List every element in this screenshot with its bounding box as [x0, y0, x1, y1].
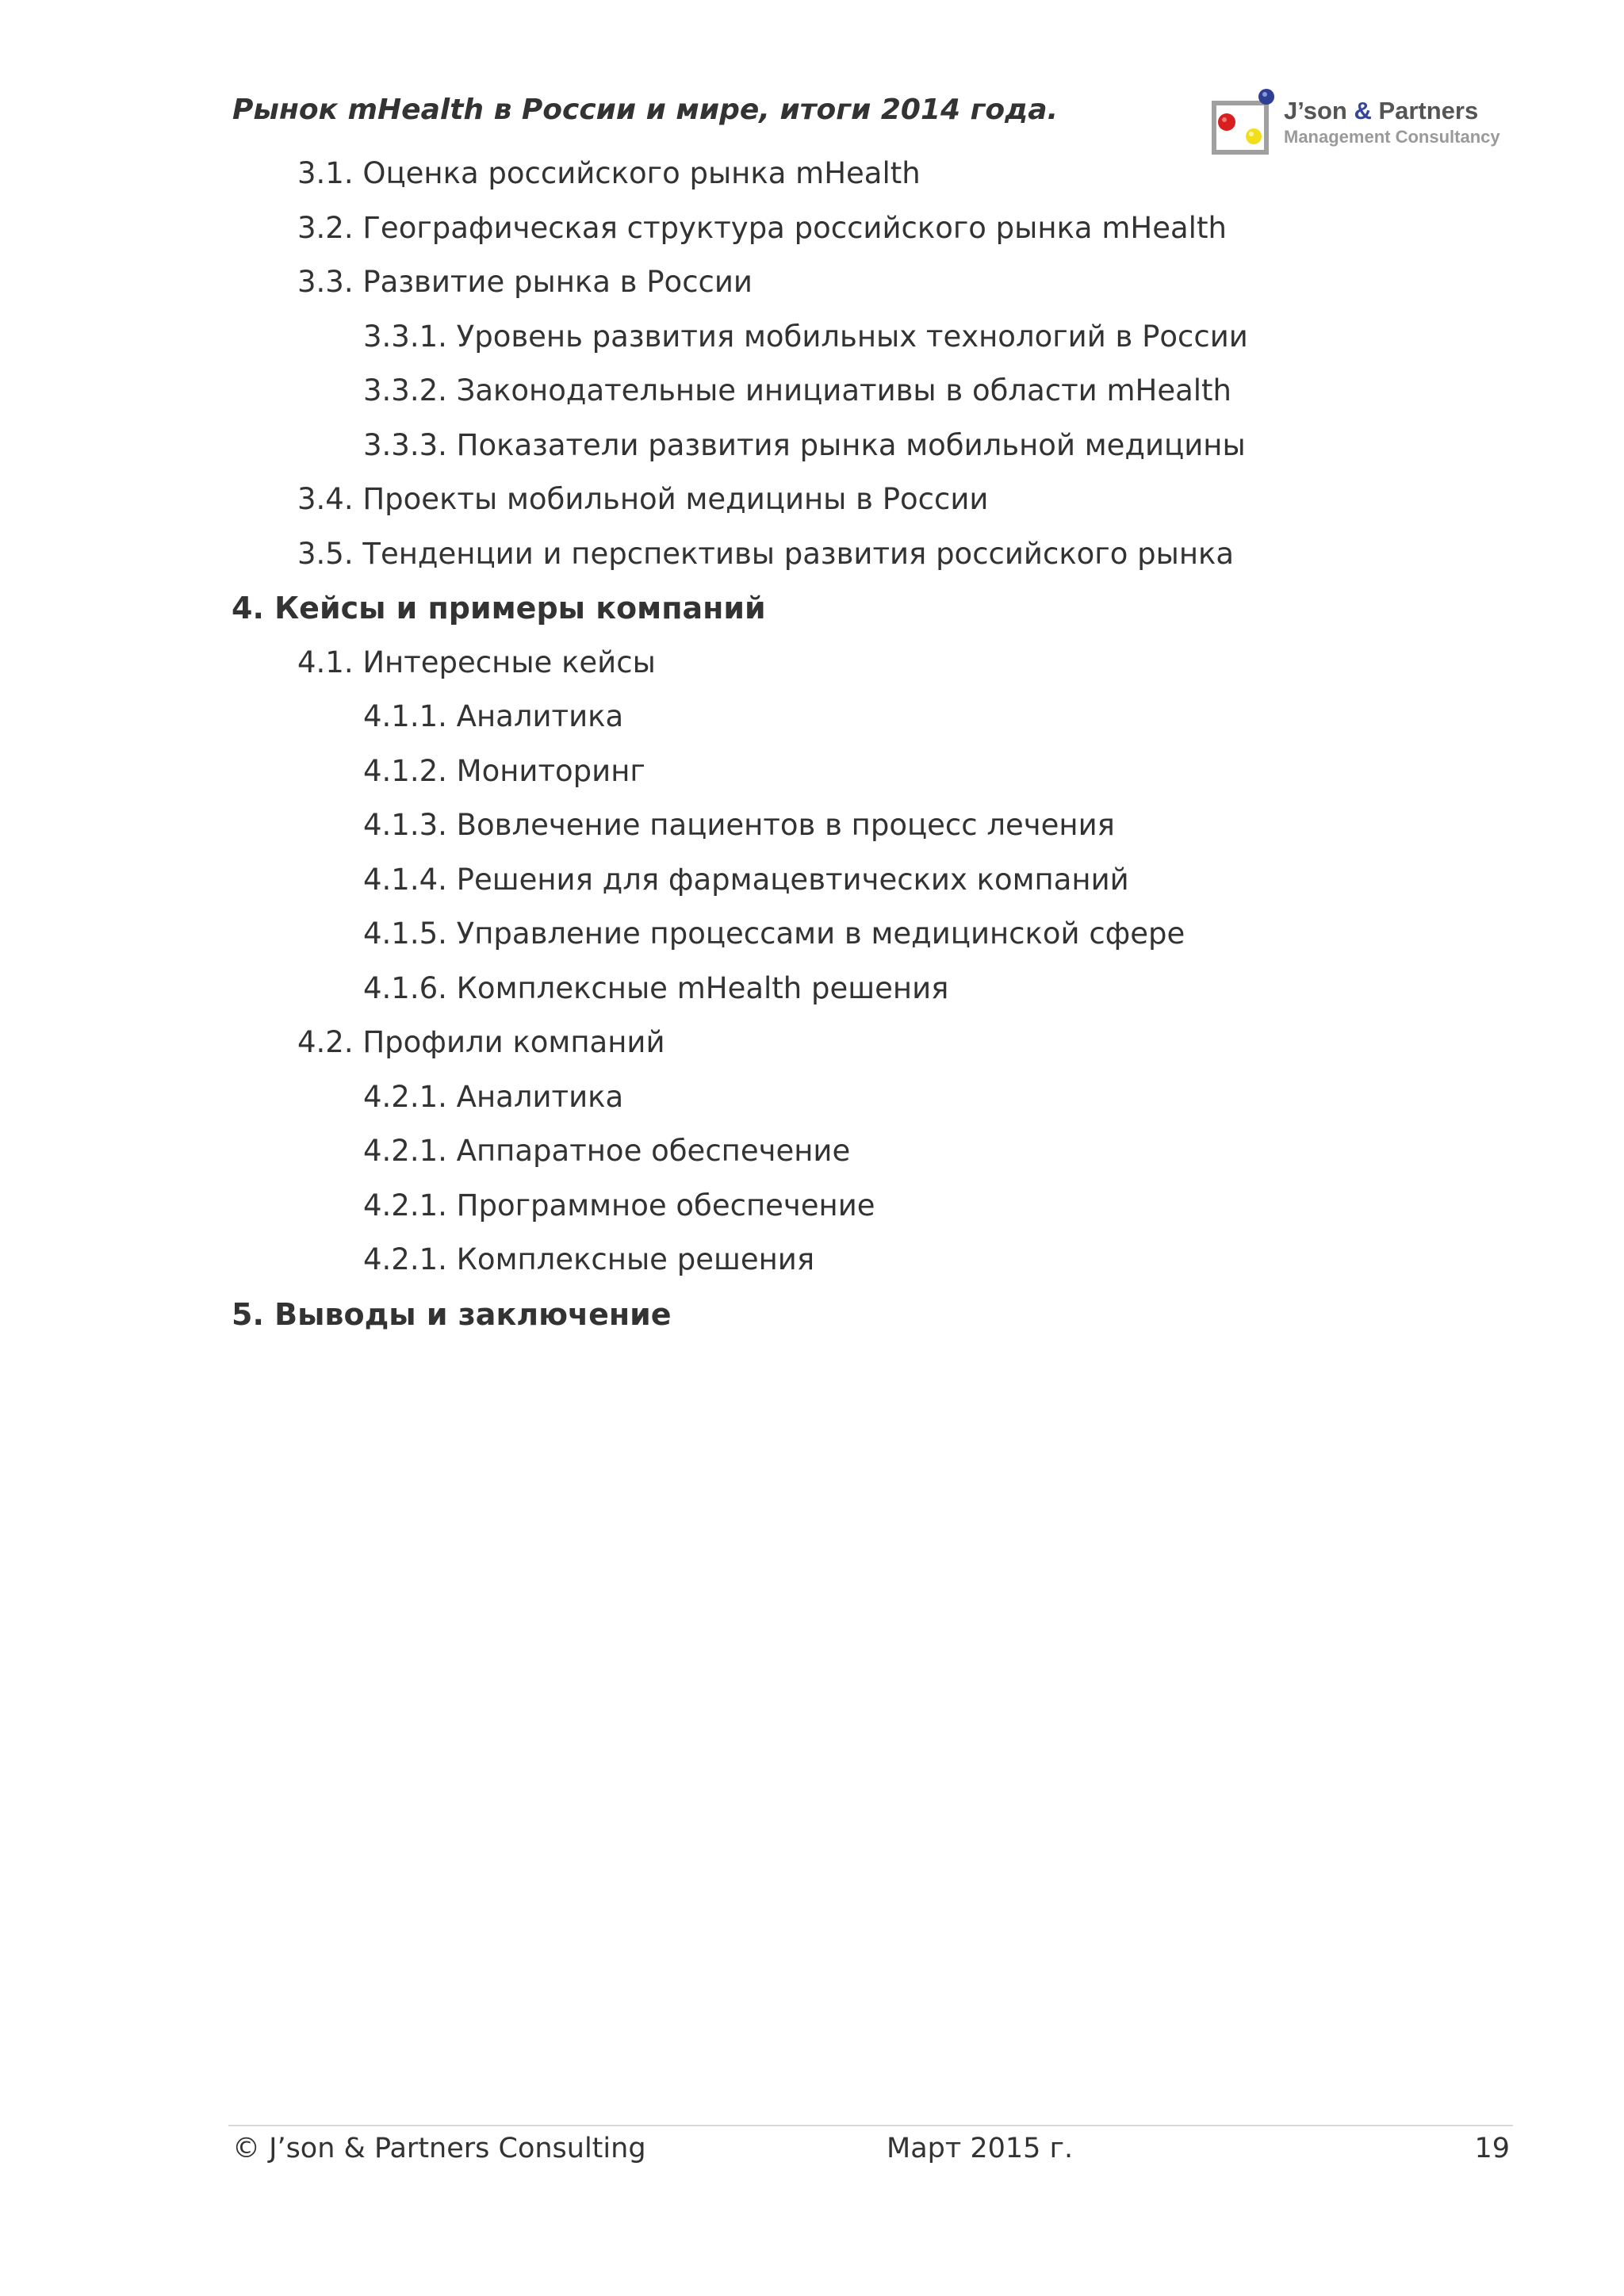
toc-item: 4.2.1. Программное обеспечение: [363, 1188, 875, 1223]
toc-item: 4.2.1. Комплексные решения: [363, 1242, 815, 1276]
document-title: Рынок mHealth в России и мире, итоги 2014 года.: [232, 94, 1059, 126]
toc-item: 4.2.1. Аппаратное обеспечение: [363, 1134, 851, 1168]
toc-item: 4.2. Профили компаний: [297, 1025, 665, 1059]
company-logo: [1209, 86, 1511, 157]
toc-item: 4.1.6. Комплексные mHealth решения: [363, 971, 949, 1005]
toc-item: 3.5. Тенденции и перспективы развития российского рынка: [297, 537, 1235, 571]
toc-item: 4.1.3. Вовлечение пациентов в процесс лечения: [363, 808, 1115, 842]
toc-item: 4.1.5. Управление процессами в медицинской сфере: [363, 916, 1185, 951]
toc-item: 3.3.3. Показатели развития рынка мобильной медицины: [363, 428, 1246, 462]
toc-item: 4.1. Интересные кейсы: [297, 645, 656, 679]
toc-item: 4.2.1. Аналитика: [363, 1080, 624, 1114]
toc-item: 3.1. Оценка российского рынка mHealth: [297, 156, 921, 190]
toc-item: 3.3.2. Законодательные инициативы в области mHealth: [363, 373, 1231, 408]
toc-item: 4.1.4. Решения для фармацевтических компаний: [363, 863, 1129, 897]
footer-date: Март 2015 г.: [887, 2133, 1074, 2164]
toc-section-heading: 4. Кейсы и примеры компаний: [232, 591, 766, 626]
logo-company-name: J’son & Partners: [1284, 97, 1479, 124]
toc-item: 3.3. Развитие рынка в России: [297, 265, 753, 299]
toc-section-heading: 5. Выводы и заключение: [232, 1297, 672, 1332]
toc-item: 4.1.2. Мониторинг: [363, 754, 645, 788]
footer-divider: [228, 2125, 1513, 2126]
logo-mark-icon: [1209, 86, 1281, 157]
toc-item: 4.1.1. Аналитика: [363, 699, 624, 733]
page-number: 19: [1474, 2133, 1510, 2164]
logo-subtitle: Management Consultancy: [1284, 127, 1500, 147]
toc-item: 3.3.1. Уровень развития мобильных технологий в России: [363, 320, 1248, 354]
toc-item: 3.4. Проекты мобильной медицины в России: [297, 482, 989, 516]
toc-item: 3.2. Географическая структура российского рынка mHealth: [297, 211, 1227, 245]
footer-copyright: © J’son & Partners Consulting: [232, 2133, 646, 2164]
